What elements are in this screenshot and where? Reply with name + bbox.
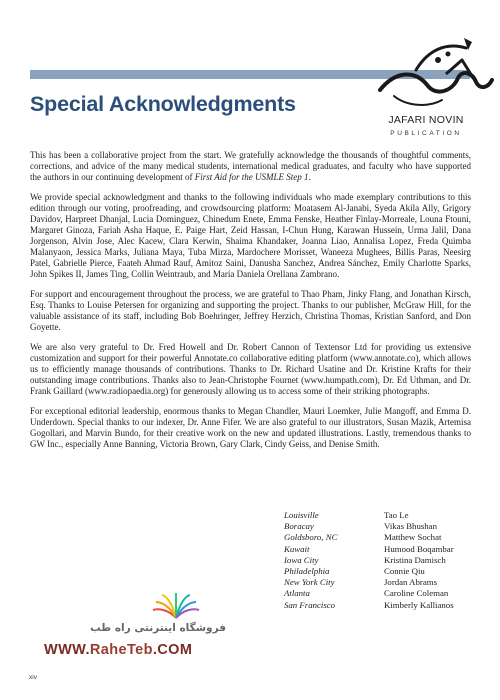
signature-name: Connie Qiu	[384, 566, 425, 577]
signature-city: New York City	[284, 577, 335, 588]
signature-city: San Francisco	[284, 599, 336, 610]
signature-name: Humood Boqambar	[384, 543, 454, 554]
author-signatures	[284, 510, 454, 611]
signature-name: Kristina Damisch	[384, 554, 446, 565]
signature-row	[284, 510, 454, 521]
paragraph-contributors: We provide special acknowledgment and thanks to the following individuals who made exemplary contributions to this edition through our voting, proofreading, and crowdsourcing platform: Moatasem Al-Janabi, Syeda Akila Ally, Grigory Davidov, Harpreet Dhanjal, Lucia Dominguez, Chinedum Enete, Emma Fenske, Heather Finlay-Morreale, Louna Ftouni, Margaret Ginoza, Fariah Asha Haque, E. Paige Hart, Zeid Hassan, I-Chun Hung, Karawan Hussein, Urma Jalil, Dana Jorgenson, Alvin Jose, Alec Kacew, Clara Kerwin, Shaima Khandaker, Joanna Liao, Annalisa Lopez, Freda Quimba Malanyaon, Jessica Marks, Juliana Maya, Tuba Mirza, Mardochere Morisset, Waneeza Mughees, Billis Paras, Neesirg Patel, Gabrielle Pierce, Faateh Ahmad Rauf, Amitoz Saini, Danusha Sanchez, Andrea Sánchez, Emily Charlotte Sparks, John Spikes II, James Ting, Collin Weintraub, and María Daniela Orellana Zambrano.	[30, 192, 471, 279]
book-title: First Aid for the USMLE Step 1	[194, 172, 309, 182]
watermark	[26, 592, 226, 672]
signature-row	[284, 566, 454, 577]
signature-name: Jordan Abrams	[384, 577, 438, 588]
paragraph-intro-end: .	[308, 172, 311, 182]
paragraph-support: For support and encouragement throughout the process, we are grateful to Thao Pham, Jinky Flang, and Jonathan Kirsch, Esq. Thanks to Louise Petersen for organizing and supporting the project. Thanks to our publisher, McGraw Hill, for the valuable assistance of its staff, including Bob Boehringer, Jeffrey Herzich, Christina Thomas, Kristian Sanford, and Don Goyette.	[30, 289, 471, 332]
watermark-url-brand: RaheTeb	[89, 642, 153, 658]
signature-city: Boracay	[284, 521, 314, 532]
paragraph-platform: We are also very grateful to Dr. Fred Howell and Dr. Robert Cannon of Textensor Ltd for providing us extensive customization and support for their powerful Annotate.co collaborative editing platform (www.annotate.co), which allows us to efficiently manage thousands of contributions. Thanks to Dr. Richard Usatine and Dr. Kristine Krafts for their outstanding image contributions. Thanks also to Jean-Christophe Fournet (www.humpath.com), Dr. Ed Uthman, and Dr. Frank Gaillard (www.radiopaedia.org) for generously allowing us to access some of their striking photographs.	[30, 342, 471, 396]
signature-row	[284, 544, 454, 555]
publisher-logo	[376, 30, 494, 140]
signature-city: Philadelphia	[284, 566, 330, 577]
signature-row	[284, 600, 454, 611]
page-number: xiv	[29, 674, 37, 681]
signature-name: Kimberly Kallianos	[384, 599, 454, 610]
signature-row	[284, 532, 454, 543]
signature-row	[284, 555, 454, 566]
watermark-persian-text: فروشگاه اینترنتی راه طب	[90, 622, 226, 634]
signature-city: Goldsboro, NC	[284, 532, 338, 543]
watermark-url	[44, 642, 192, 658]
signature-row	[284, 577, 454, 588]
signature-city: Iowa City	[284, 554, 319, 565]
acknowledgments-body	[30, 150, 471, 459]
signature-name: Vikas Bhushan	[384, 521, 437, 532]
signature-row	[284, 521, 454, 532]
signature-city: Louisville	[284, 510, 319, 520]
paragraph-intro	[30, 150, 471, 183]
paragraph-editorial: For exceptional editorial leadership, enormous thanks to Megan Chandler, Mauri Loemker, Julie Mangoff, and Emma D. Underdown. Special thanks to our indexer, Dr. Anne Fifer. We are also grateful to our illustrators, Susan Mazik, Artemisa Gogollari, and Marvin Bundo, for their creative work on the new and updated illustrations. Lastly, tremendous thanks to GW Inc., especially Anne Banning, Victoria Brown, Gary Clark, Cindy Geiss, and Denise Smith.	[30, 406, 471, 449]
signature-name: Matthew Sochat	[384, 532, 442, 543]
paragraph-intro-text: This has been a collaborative project from the start. We gratefully acknowledge the thousands of thoughtful comments, corrections, and advice of the many medical students, international medical graduates, and faculty who have supported the authors in our continuing development of	[30, 150, 471, 182]
watermark-url-prefix: WWW.	[44, 642, 90, 658]
logo-name: JAFARI NOVIN	[388, 114, 464, 126]
signature-row	[284, 588, 454, 599]
calligraphy-logo-icon	[376, 30, 494, 112]
logo-subtitle: PUBLICATION	[390, 130, 462, 137]
open-book-icon	[151, 592, 201, 620]
signature-name: Caroline Coleman	[384, 588, 449, 599]
page-title: Special Acknowledgments	[30, 92, 296, 116]
signature-city: Kuwait	[284, 543, 310, 554]
watermark-url-suffix: .COM	[152, 642, 193, 658]
signature-city: Atlanta	[284, 588, 310, 599]
signature-name: Tao Le	[384, 510, 409, 520]
